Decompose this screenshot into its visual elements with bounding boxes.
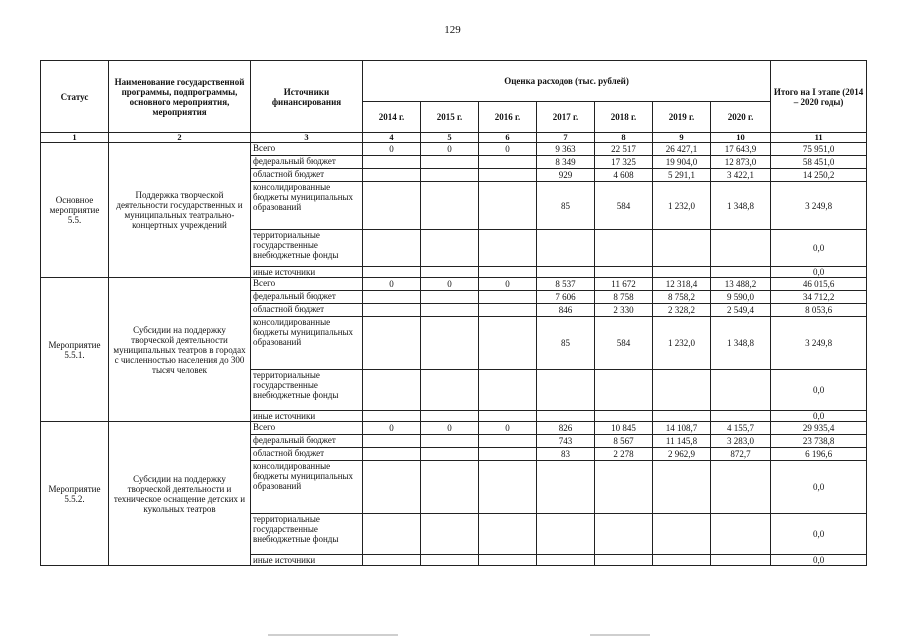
year-value — [537, 267, 595, 278]
column-index: 7 — [537, 133, 595, 143]
year-value: 0 — [363, 143, 421, 156]
year-value — [421, 514, 479, 555]
year-value — [595, 555, 653, 566]
year-value — [711, 411, 771, 422]
year-value — [537, 411, 595, 422]
year-value: 0 — [363, 422, 421, 435]
total-value: 3 249,8 — [771, 182, 867, 230]
year-value: 1 348,8 — [711, 182, 771, 230]
year-value — [711, 267, 771, 278]
year-value — [363, 291, 421, 304]
total-value: 0,0 — [771, 514, 867, 555]
total-value: 0,0 — [771, 461, 867, 514]
year-value — [479, 182, 537, 230]
row-measure-name: Субсидии на поддержку творческой деятельности и техническое оснащение детских и кукольных театров — [109, 422, 251, 566]
year-value — [479, 156, 537, 169]
total-value: 0,0 — [771, 370, 867, 411]
year-value: 0 — [363, 278, 421, 291]
year-value: 7 606 — [537, 291, 595, 304]
year-value — [363, 435, 421, 448]
year-value: 0 — [421, 278, 479, 291]
year-value: 8 537 — [537, 278, 595, 291]
year-value: 2 278 — [595, 448, 653, 461]
year-value — [479, 435, 537, 448]
total-value: 34 712,2 — [771, 291, 867, 304]
funding-source: федеральный бюджет — [251, 156, 363, 169]
funding-source: Всего — [251, 143, 363, 156]
year-value: 0 — [479, 278, 537, 291]
year-value: 584 — [595, 182, 653, 230]
year-value: 26 427,1 — [653, 143, 711, 156]
header-status: Статус — [41, 61, 109, 133]
year-value: 2 549,4 — [711, 304, 771, 317]
funding-source: территориальные государственные внебюджетные фонды — [251, 370, 363, 411]
year-value: 85 — [537, 317, 595, 370]
total-value: 58 451,0 — [771, 156, 867, 169]
year-value: 2 962,9 — [653, 448, 711, 461]
funding-source: областной бюджет — [251, 304, 363, 317]
year-value: 826 — [537, 422, 595, 435]
total-value: 46 015,6 — [771, 278, 867, 291]
year-value — [537, 514, 595, 555]
row-measure-name: Субсидии на поддержку творческой деятельности муниципальных театров в городах с численностью населения до 300 тысяч человек — [109, 278, 251, 422]
year-value — [711, 461, 771, 514]
header-year: 2020 г. — [711, 102, 771, 133]
year-value: 584 — [595, 317, 653, 370]
year-value: 12 873,0 — [711, 156, 771, 169]
year-value — [421, 182, 479, 230]
year-value — [421, 156, 479, 169]
year-value: 10 845 — [595, 422, 653, 435]
header-total: Итого на I этапе (2014 – 2020 годы) — [771, 61, 867, 133]
total-value: 0,0 — [771, 230, 867, 267]
header-estimate: Оценка расходов (тыс. рублей) — [363, 61, 771, 102]
total-value: 75 951,0 — [771, 143, 867, 156]
year-value — [421, 411, 479, 422]
year-value: 11 145,8 — [653, 435, 711, 448]
year-value: 0 — [479, 422, 537, 435]
year-value: 8 567 — [595, 435, 653, 448]
year-value: 0 — [421, 143, 479, 156]
year-value: 8 758 — [595, 291, 653, 304]
year-value — [595, 411, 653, 422]
column-index: 4 — [363, 133, 421, 143]
year-value — [421, 435, 479, 448]
year-value — [363, 555, 421, 566]
year-value — [363, 182, 421, 230]
year-value — [363, 411, 421, 422]
year-value: 1 348,8 — [711, 317, 771, 370]
year-value — [479, 304, 537, 317]
year-value: 8 758,2 — [653, 291, 711, 304]
row-status: Мероприятие 5.5.2. — [41, 422, 109, 566]
page-number: 129 — [444, 24, 461, 36]
column-index: 8 — [595, 133, 653, 143]
year-value: 2 328,2 — [653, 304, 711, 317]
year-value — [537, 370, 595, 411]
year-value — [421, 461, 479, 514]
year-value: 9 363 — [537, 143, 595, 156]
funding-source: Всего — [251, 278, 363, 291]
year-value: 9 590,0 — [711, 291, 771, 304]
year-value — [711, 230, 771, 267]
total-value: 6 196,6 — [771, 448, 867, 461]
year-value — [421, 169, 479, 182]
year-value: 83 — [537, 448, 595, 461]
year-value: 846 — [537, 304, 595, 317]
year-value — [363, 461, 421, 514]
year-value — [653, 514, 711, 555]
funding-source: консолидированные бюджеты муниципальных образований — [251, 182, 363, 230]
year-value — [363, 514, 421, 555]
year-value — [479, 411, 537, 422]
year-value: 19 904,0 — [653, 156, 711, 169]
year-value: 4 608 — [595, 169, 653, 182]
year-value: 13 488,2 — [711, 278, 771, 291]
scan-artifact — [590, 634, 650, 636]
column-index: 11 — [771, 133, 867, 143]
scan-artifact — [268, 634, 398, 636]
year-value — [363, 230, 421, 267]
year-value — [653, 461, 711, 514]
year-value: 743 — [537, 435, 595, 448]
header-source: Источники финансирования — [251, 61, 363, 133]
year-value — [479, 514, 537, 555]
year-value — [479, 291, 537, 304]
year-value: 0 — [421, 422, 479, 435]
funding-source: иные источники — [251, 555, 363, 566]
year-value — [595, 461, 653, 514]
total-value: 0,0 — [771, 411, 867, 422]
budget-table-body — [41, 143, 867, 566]
row-measure-name: Поддержка творческой деятельности государственных и муниципальных театрально-концертных учреждений — [109, 143, 251, 278]
header-year: 2018 г. — [595, 102, 653, 133]
header-year: 2017 г. — [537, 102, 595, 133]
row-status: Мероприятие 5.5.1. — [41, 278, 109, 422]
column-index: 9 — [653, 133, 711, 143]
year-value — [711, 370, 771, 411]
table-row — [41, 278, 867, 291]
funding-source: иные источники — [251, 411, 363, 422]
year-value — [363, 317, 421, 370]
year-value — [363, 169, 421, 182]
total-value: 14 250,2 — [771, 169, 867, 182]
column-index: 1 — [41, 133, 109, 143]
total-value: 0,0 — [771, 267, 867, 278]
year-value — [595, 230, 653, 267]
year-value — [421, 555, 479, 566]
year-value — [653, 411, 711, 422]
column-index: 5 — [421, 133, 479, 143]
year-value: 1 232,0 — [653, 182, 711, 230]
funding-source: областной бюджет — [251, 448, 363, 461]
header-year: 2019 г. — [653, 102, 711, 133]
year-value — [421, 230, 479, 267]
total-value: 3 249,8 — [771, 317, 867, 370]
year-value: 1 232,0 — [653, 317, 711, 370]
funding-source: территориальные государственные внебюджетные фонды — [251, 230, 363, 267]
column-index: 10 — [711, 133, 771, 143]
year-value — [363, 267, 421, 278]
year-value — [421, 291, 479, 304]
year-value — [653, 370, 711, 411]
funding-source: областной бюджет — [251, 169, 363, 182]
year-value: 17 325 — [595, 156, 653, 169]
row-status: Основное мероприятие 5.5. — [41, 143, 109, 278]
year-value: 4 155,7 — [711, 422, 771, 435]
funding-source: консолидированные бюджеты муниципальных образований — [251, 461, 363, 514]
year-value — [653, 267, 711, 278]
funding-source: иные источники — [251, 267, 363, 278]
year-value: 872,7 — [711, 448, 771, 461]
year-value — [363, 156, 421, 169]
funding-source: федеральный бюджет — [251, 291, 363, 304]
funding-source: Всего — [251, 422, 363, 435]
year-value — [653, 555, 711, 566]
year-value: 14 108,7 — [653, 422, 711, 435]
year-value: 3 422,1 — [711, 169, 771, 182]
year-value — [363, 448, 421, 461]
year-value — [537, 555, 595, 566]
funding-source: консолидированные бюджеты муниципальных образований — [251, 317, 363, 370]
table-row — [41, 422, 867, 435]
year-value — [537, 461, 595, 514]
year-value — [711, 555, 771, 566]
year-value: 22 517 — [595, 143, 653, 156]
year-value — [479, 267, 537, 278]
year-value: 929 — [537, 169, 595, 182]
year-value: 8 349 — [537, 156, 595, 169]
column-index: 3 — [251, 133, 363, 143]
year-value: 85 — [537, 182, 595, 230]
total-value: 8 053,6 — [771, 304, 867, 317]
column-index: 2 — [109, 133, 251, 143]
year-value: 12 318,4 — [653, 278, 711, 291]
year-value: 2 330 — [595, 304, 653, 317]
year-value — [363, 304, 421, 317]
header-year: 2014 г. — [363, 102, 421, 133]
year-value — [421, 370, 479, 411]
year-value — [595, 370, 653, 411]
year-value — [479, 317, 537, 370]
year-value — [479, 461, 537, 514]
header-year: 2015 г. — [421, 102, 479, 133]
funding-source: территориальные государственные внебюджетные фонды — [251, 514, 363, 555]
year-value — [711, 514, 771, 555]
year-value — [479, 169, 537, 182]
year-value — [595, 514, 653, 555]
year-value: 11 672 — [595, 278, 653, 291]
table-row — [41, 143, 867, 156]
year-value — [421, 304, 479, 317]
year-value — [653, 230, 711, 267]
year-value — [537, 230, 595, 267]
total-value: 29 935,4 — [771, 422, 867, 435]
total-value: 0,0 — [771, 555, 867, 566]
year-value — [363, 370, 421, 411]
year-value: 0 — [479, 143, 537, 156]
year-value — [595, 267, 653, 278]
column-index: 6 — [479, 133, 537, 143]
year-value — [421, 267, 479, 278]
year-value — [479, 448, 537, 461]
year-value — [479, 555, 537, 566]
header-name: Наименование государственной программы, подпрограммы, основного мероприятия, мероприятия — [109, 61, 251, 133]
total-value: 23 738,8 — [771, 435, 867, 448]
funding-source: федеральный бюджет — [251, 435, 363, 448]
year-value: 17 643,9 — [711, 143, 771, 156]
budget-table — [40, 60, 867, 566]
year-value — [421, 317, 479, 370]
year-value: 5 291,1 — [653, 169, 711, 182]
year-value: 3 283,0 — [711, 435, 771, 448]
year-value — [479, 370, 537, 411]
header-year: 2016 г. — [479, 102, 537, 133]
year-value — [421, 448, 479, 461]
year-value — [479, 230, 537, 267]
